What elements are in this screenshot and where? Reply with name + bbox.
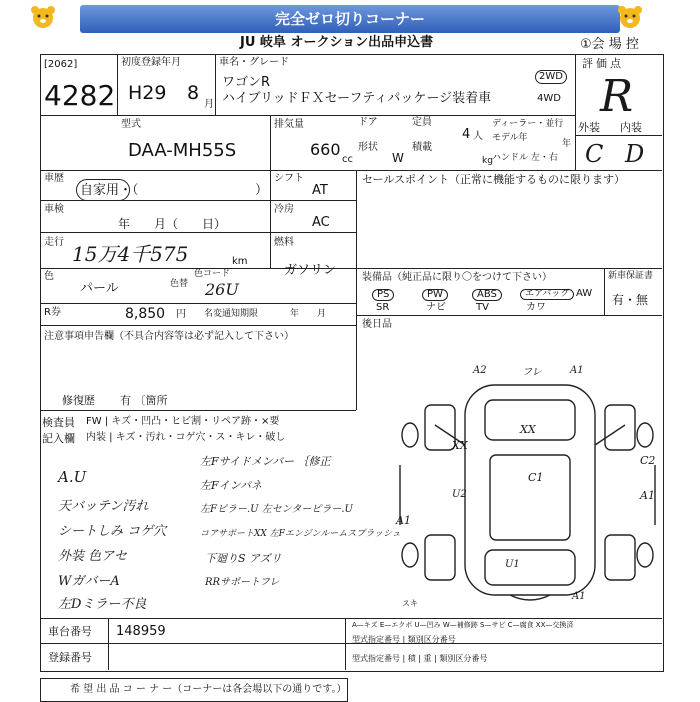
mark-c2: C2	[640, 454, 656, 467]
inspection-label: 車検	[44, 204, 64, 215]
equip-sr: SR	[376, 302, 390, 313]
exterior-label: 外装	[578, 121, 600, 134]
mileage-value: 15万4千575	[72, 242, 189, 266]
door-label: ドア	[358, 117, 378, 128]
venue-label: ①会 場 控	[580, 37, 639, 52]
capacity-unit: 人	[473, 131, 483, 142]
usage-label: 車歴	[44, 173, 64, 184]
capacity-label: 定員	[412, 117, 432, 128]
banner-title: 完全ゼロ切りコーナー	[80, 5, 620, 33]
inspection-value: 年 月（ 日）	[118, 217, 227, 231]
aircon-value: AC	[312, 215, 330, 230]
recycle-unit: 円	[176, 309, 186, 320]
mark-suki: スキ	[402, 599, 418, 608]
note-right-3: 左Fピラー.U 左センターピラー.U	[200, 504, 353, 515]
car-damage-diagram	[395, 365, 660, 615]
legend-row2: 型式指定番号 | 積 | 重 | 類別区分番号	[352, 654, 488, 663]
model-year-unit: 年	[562, 139, 572, 149]
equipment-label: 装備品（純正品に限り〇をつけて下さい）	[362, 272, 552, 283]
mark-u1: U1	[505, 559, 520, 570]
note-6: 左Dミラー不良	[58, 597, 147, 612]
equip-pw: PW	[422, 289, 448, 301]
capacity-value: 4	[462, 127, 471, 142]
usage-circle	[76, 179, 130, 201]
registration-year: H29	[128, 82, 167, 104]
registration-month: 8	[187, 82, 200, 104]
bear-mascot-icon	[28, 4, 58, 32]
post-install-label: 後日品	[362, 319, 392, 330]
mileage-label: 走行	[44, 237, 64, 248]
equip-airbag: エアバッグ	[520, 289, 574, 300]
form-title: JU 岐阜 オークション出品申込書	[240, 35, 434, 50]
mark-a1-bottom: A1	[572, 591, 586, 602]
inspector-label: 検査員	[42, 416, 75, 429]
new-car-warranty-value: 有・無	[612, 293, 649, 307]
notice-label: 名変通知期限	[204, 309, 259, 319]
kg-unit: kg	[482, 156, 493, 166]
note-right-1: 左Fサイドメンバー ｛修正	[200, 455, 331, 468]
dealer-label: ディーラー・並行	[492, 119, 564, 129]
usage-close: ）	[255, 183, 269, 198]
drive-2wd: 2WD	[535, 70, 567, 84]
color-code-label: 色コード	[194, 269, 231, 279]
displacement-label: 排気量	[274, 119, 304, 130]
vehicle-name-label: 車名・グレード	[219, 57, 289, 68]
mark-c1: C1	[528, 471, 544, 484]
model-label: 型式	[121, 119, 141, 130]
notice-value: 年 月	[290, 309, 327, 319]
note-right-6: RRサポートフレ	[205, 577, 280, 588]
mark-u2: U2	[452, 489, 467, 500]
recycle-value: 8,850	[125, 306, 166, 322]
fuel-label: 燃料	[274, 237, 294, 248]
note-4: 外装 色アセ	[58, 549, 128, 564]
notes-label: 注意事項申告欄（不具合内容等は必ず記入して下さい）	[44, 331, 294, 342]
interior-score: D	[625, 140, 645, 168]
fuel-value: ガソリン	[284, 263, 337, 278]
vehicle-name: ワゴンR	[222, 75, 271, 90]
mark-a1-left: A1	[396, 514, 411, 527]
equip-abs: ABS	[472, 289, 502, 301]
color-change-label: 色替	[170, 279, 189, 289]
registration-label: 初度登録年月	[121, 57, 181, 68]
note-1: A.U	[58, 468, 87, 486]
equip-ps: PS	[372, 289, 394, 301]
shape-value: W	[392, 151, 404, 165]
color-value: パール	[80, 281, 119, 296]
shape-label: 形状	[358, 142, 378, 153]
note-right-2: 左Fインパネ	[200, 479, 262, 492]
model-value: DAA-MH55S	[128, 140, 237, 161]
color-code: 26U	[205, 280, 239, 299]
equip-navi: ナビ	[426, 302, 446, 313]
mark-a2: A2	[473, 365, 487, 376]
inspector-row1: FW | キズ・凹凸・ヒビ割・リペア跡・×要	[86, 416, 280, 427]
drive-4wd: 4WD	[537, 93, 561, 104]
mileage-unit: km	[232, 256, 248, 267]
sales-points-label: セールスポイント（正常に機能するものに限ります）	[362, 173, 626, 186]
mark-a1-right: A1	[640, 489, 655, 502]
chassis-value: 148959	[116, 624, 166, 639]
mark-a1-top: A1	[570, 365, 584, 376]
repair-label: 修復歴	[62, 394, 95, 407]
displacement-value: 660	[310, 140, 341, 159]
shift-value: AT	[312, 183, 328, 198]
mark-xx-left: XX	[452, 439, 468, 452]
footer-title: 希 望 出 品 コ ー ナ ー（コーナーは各会場以下の通りです。）	[70, 684, 347, 695]
damage-legend: A—キズ E—エクボ U—凹み W—補修跡 S—サビ C—腐食 XX—交換済	[352, 621, 574, 629]
note-right-5: 下廻りS アズリ	[205, 552, 282, 565]
score-label: 評価点	[582, 57, 624, 70]
equip-leather: カワ	[526, 302, 546, 313]
cc-unit: cc	[342, 154, 353, 165]
model-year-label: モデル年	[492, 133, 528, 143]
lot-code: [2062]	[44, 59, 78, 70]
chassis-label: 車台番号	[48, 625, 92, 638]
recycle-label: R券	[44, 307, 61, 318]
score-value: R	[600, 71, 634, 122]
note-3: シートしみ コゲ穴	[58, 524, 167, 539]
mark-xx-center: XX	[520, 423, 536, 436]
vehicle-grade: ハイブリッドＦＸセーフティパッケージ装着車	[222, 91, 492, 106]
aircon-label: 冷房	[274, 204, 294, 215]
color-label: 色	[44, 271, 54, 282]
bear-mascot-icon	[615, 4, 645, 32]
registration-number-label: 登録番号	[48, 651, 92, 664]
equip-tv: TV	[476, 302, 489, 313]
interior-label: 内装	[620, 121, 642, 134]
load-label: 積載	[412, 142, 432, 153]
exterior-score: C	[585, 140, 604, 168]
note-2: 天バッテン汚れ	[58, 499, 149, 514]
mark-fure: フレ	[522, 367, 542, 378]
repair-value: 有 〔箇所	[120, 394, 168, 407]
note-5: WガバーA	[58, 574, 120, 589]
new-car-warranty-label: 新車保証書	[608, 271, 654, 281]
note-right-4: コアサポートXX 左Fエンジンルームスプラッシュ	[200, 529, 401, 539]
month-unit: 月	[204, 99, 214, 110]
handle-label: ハンドル 左・右	[492, 153, 558, 163]
lot-number: 4282	[44, 79, 116, 112]
equip-aw: AW	[576, 288, 593, 299]
usage-value: 自家用・（	[80, 183, 139, 198]
inspector-row2: 内装 | キズ・汚れ・コゲ穴・ス・キレ・破し	[86, 432, 286, 443]
shift-label: シフト	[274, 173, 304, 184]
inspector-note-label: 記入欄	[42, 432, 75, 445]
legend-row1: 型式指定番号 | 類別区分番号	[352, 635, 456, 644]
